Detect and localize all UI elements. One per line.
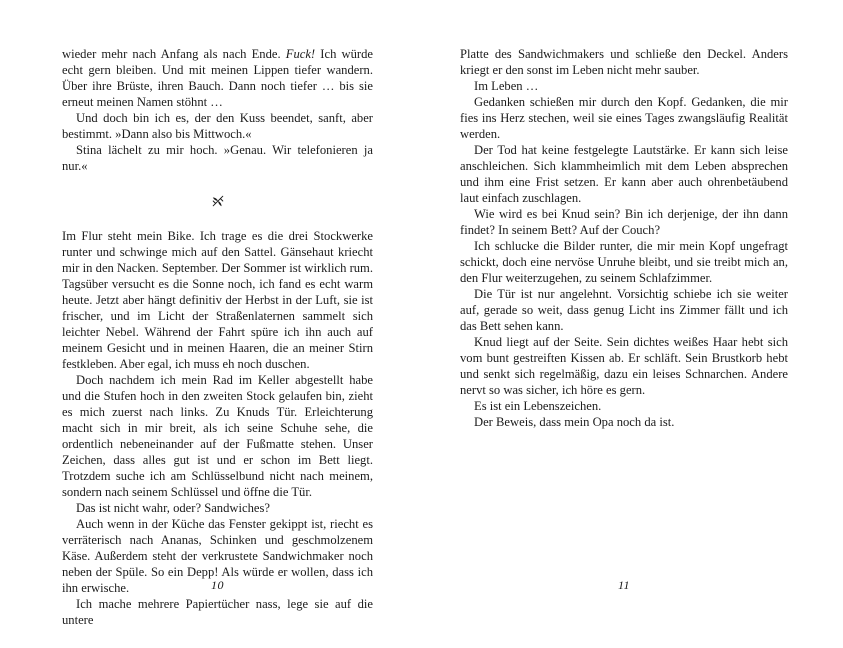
page-number-left: 10 (211, 578, 224, 592)
paragraph: Im Leben … (474, 79, 539, 93)
section-break (62, 174, 373, 228)
paragraph: Und doch bin ich es, der den Kuss beendet, sanft, aber bestimmt. »Dann also bis Mittwoch.« (62, 111, 373, 141)
twig-fleuron-icon (210, 193, 226, 209)
paragraph: Im Flur steht mein Bike. Ich trage es die drei Stockwerke runter und schwinge mich auf den Sattel. Gänsehaut kriecht mir in den Nacken. September. Der Sommer ist wirklich rum. Tagsüber versucht es die Sonne noch, ich fand es echt warm heute. Jetzt aber hängt definitiv der Herbst in der Luft, sie ist frischer, und im Licht der Straßenlaternen sammelt sich leichter Nebel. Während der Fahrt spüre ich ihn auch auf meinem Gesicht und in meinen Haaren, die an meiner Stirn festkleben. Aber egal, ich muss eh noch duschen. (62, 229, 373, 371)
paragraph: Die Tür ist nur angelehnt. Vorsichtig schiebe ich sie weiter auf, gerade so weit, dass genug Licht ins Zimmer fällt und ich das Bett sehen kann. (460, 287, 788, 333)
paragraph: Platte des Sandwichmakers und schließe den Deckel. Anders kriegt er den sonst im Leben nicht mehr sauber. (460, 47, 788, 77)
paragraph: Der Tod hat keine festgelegte Lautstärke. Er kann sich leise anschleichen. Sich klammheimlich mit dem Leben absprechen und ihm eine Frist setzen. Er kann aber auch ohrenbetäubend laut einfach zuschlagen. (460, 143, 788, 205)
paragraph: Wie wird es bei Knud sein? Bin ich derjenige, der ihn dann findet? In seinem Bett? Auf der Couch? (460, 207, 788, 237)
paragraph: Knud liegt auf der Seite. Sein dichtes weißes Haar hebt sich vom bunt gestreiften Kissen ab. Er schläft. Sein Brustkorb hebt und senkt sich regelmäßig, dazu ein leises Schnarchen. Andere nervt so was sicher, ich höre es gern. (460, 335, 788, 397)
paragraph: Das ist nicht wahr, oder? Sandwiches? (76, 501, 270, 515)
paragraph: Stina lächelt zu mir hoch. »Genau. Wir telefonieren ja nur.« (62, 143, 373, 173)
paragraph-text: wieder mehr nach Anfang als nach Ende. (62, 47, 286, 61)
page-number-right: 11 (617, 578, 631, 592)
paragraph (62, 46, 373, 110)
paragraph: Es ist ein Lebenszeichen. (474, 399, 602, 413)
italic-word: Fuck! (285, 47, 316, 61)
paragraph-text: Ich würde echt gern bleiben. Und mit meinen Lippen tiefer wandern. Über ihre Brüste, ihren Bauch. Dann noch tiefer … bis sie erneut meinen Namen stöhnt … (62, 47, 373, 109)
paragraph: Gedanken schießen mir durch den Kopf. Gedanken, die mir fies ins Herz stechen, weil sie eines Tages zwangsläufig Realität werden. (460, 95, 788, 141)
paragraph: Ich schlucke die Bilder runter, die mir mein Kopf ungefragt schickt, doch eine nervöse Unruhe bleibt, und sie treibt mich an, den Flur weiterzugehen, zu seinem Schlafzimmer. (460, 239, 788, 285)
paragraph: Ich mache mehrere Papiertücher nass, lege sie auf die untere (62, 597, 373, 627)
paragraph: Der Beweis, dass mein Opa noch da ist. (474, 415, 675, 429)
left-page-text-block (62, 46, 373, 628)
right-page-text-block (460, 46, 788, 430)
paragraph: Auch wenn in der Küche das Fenster gekippt ist, riecht es verräterisch nach Ananas, Schinken und geschmolzenem Käse. Außerdem steht der verkrustete Sandwichmaker noch neben der Spüle. So ein Depp! Als würde er wollen, dass ich ihn erwische. (62, 517, 373, 595)
paragraph: Doch nachdem ich mein Rad im Keller abgestellt habe und die Stufen hoch in den zweiten Stock gelaufen bin, zieht es mich zuerst nach links. Zu Knuds Tür. Erleichterung macht sich in mir breit, als ich seine Schuhe sehe, die ordentlich nebeneinander auf der Fußmatte stehen. Unser Zeichen, dass alles gut ist und er schon im Bett liegt. Trotzdem suche ich am Schlüsselbund nicht nach meinem, sondern nach seinem Schlüssel und öffne die Tür. (62, 373, 373, 499)
